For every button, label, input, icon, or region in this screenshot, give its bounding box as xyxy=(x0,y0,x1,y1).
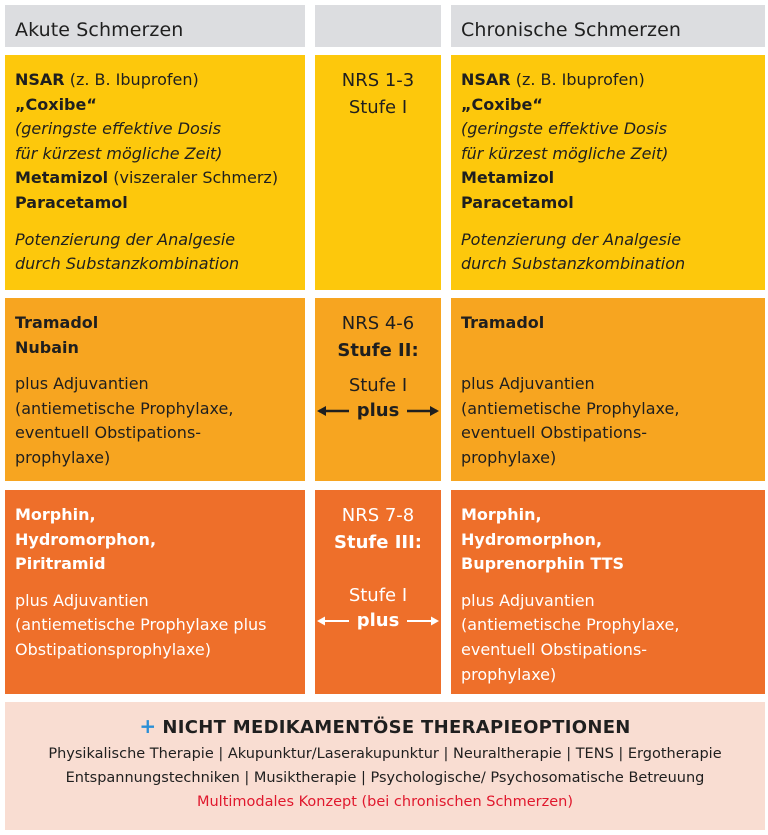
stage2-chronic-adjuvants-note-2: eventuell Obstipations- xyxy=(461,423,648,443)
stage3-acute-morphin: Morphin, xyxy=(15,505,96,524)
stage3-nrs: NRS 7-8 xyxy=(341,505,415,526)
stage1-stufe: Stufe I xyxy=(348,97,408,118)
stage3-acute-cell xyxy=(5,490,305,694)
stage1-acute-coxibe: „Coxibe“ xyxy=(15,94,97,114)
non-drug-therapy-line-1: Physikalische Therapie | Akupunktur/Laserakupunktur | Neuraltherapie | TENS | Ergotherapie xyxy=(48,746,722,762)
stage1-acute-nsar-note: (z. B. Ibuprofen) xyxy=(64,70,199,89)
stage3-stufe-one: Stufe I xyxy=(348,585,408,606)
stage1-acute-nsar: NSAR xyxy=(15,70,65,89)
non-drug-therapy-line-2: Entspannungstechniken | Musiktherapie | Psychologische/ Psychosomatische Betreuung xyxy=(65,770,705,786)
stage1-acute-metamizol-note: (viszeraler Schmerz) xyxy=(108,168,279,188)
stage2-chronic-cell xyxy=(451,298,765,481)
stage1-acute-dose-note-1: (geringste effektive Dosis xyxy=(15,119,221,139)
stage1-chronic-nsar-note: (z. B. Ibuprofen) xyxy=(510,70,645,89)
stage1-chronic-potentiation-2: durch Substanzkombination xyxy=(461,254,686,274)
stage1-acute-dose-note-2: für kürzest mögliche Zeit) xyxy=(15,143,223,163)
stage2-acute-adjuvants: plus Adjuvantien xyxy=(15,374,149,394)
stage3-chronic-morphin: Morphin, xyxy=(461,505,542,524)
stage3-plus: plus xyxy=(356,610,400,631)
stage2-stufe: Stufe II: xyxy=(337,340,419,361)
header-middle xyxy=(315,5,441,47)
stage3-chronic-adjuvants-note-2: eventuell Obstipations- xyxy=(461,639,648,659)
stage3-chronic-adjuvants-note-1: (antiemetische Prophylaxe, xyxy=(461,615,680,635)
stage1-chronic-nsar: NSAR xyxy=(461,70,511,89)
multimodal-concept-note: Multimodales Konzept (bei chronischen Schmerzen) xyxy=(196,794,574,810)
non-drug-therapy-heading: NICHT MEDIKAMENTÖSE THERAPIEOPTIONEN xyxy=(162,717,631,738)
stage3-level-cell xyxy=(315,490,441,694)
stage1-chronic-metamizol: Metamizol xyxy=(461,168,555,188)
stage2-chronic-tramadol: Tramadol xyxy=(461,313,545,332)
stage1-chronic-dose-note-2: für kürzest mögliche Zeit) xyxy=(461,143,669,163)
stage2-chronic-adjuvants: plus Adjuvantien xyxy=(461,374,595,394)
plus-icon: + xyxy=(139,714,157,738)
stage2-chronic-adjuvants-note-3: prophylaxe) xyxy=(461,447,557,467)
stage3-stufe: Stufe III: xyxy=(334,532,422,553)
non-drug-therapy-title xyxy=(5,714,765,740)
stage2-acute-adjuvants-note-1: (antiemetische Prophylaxe, xyxy=(15,398,234,418)
stage1-acute-metamizol: Metamizol xyxy=(15,168,109,188)
non-drug-therapy-panel xyxy=(5,702,765,830)
stage2-acute-cell xyxy=(5,298,305,481)
stage2-acute-nubain: Nubain xyxy=(15,337,79,357)
stage1-chronic-potentiation-1: Potenzierung der Analgesie xyxy=(461,229,682,249)
stage3-right-arrow-icon xyxy=(405,609,441,633)
stage1-acute-paracetamol: Paracetamol xyxy=(15,192,128,212)
stage3-left-arrow-icon xyxy=(315,609,351,633)
stage2-acute-adjuvants-note-3: prophylaxe) xyxy=(15,447,111,467)
stage2-nrs: NRS 4-6 xyxy=(341,313,415,334)
header-acute-label: Akute Schmerzen xyxy=(15,19,184,41)
stage1-acute-cell xyxy=(5,55,305,290)
stage3-chronic-adjuvants: plus Adjuvantien xyxy=(461,590,595,610)
stage1-chronic-dose-note-1: (geringste effektive Dosis xyxy=(461,119,667,139)
stage2-stufe-one: Stufe I xyxy=(348,375,408,396)
header-acute xyxy=(5,5,305,47)
header-chronic xyxy=(451,5,765,47)
stage1-level-cell xyxy=(315,55,441,290)
stage3-acute-piritramid: Piritramid xyxy=(15,554,106,574)
stage3-chronic-adjuvants-note-3: prophylaxe) xyxy=(461,664,557,684)
stage2-level-cell xyxy=(315,298,441,481)
stage2-left-arrow-icon xyxy=(315,399,351,423)
stage1-acute-potentiation-2: durch Substanzkombination xyxy=(15,254,240,274)
stage3-acute-adjuvants: plus Adjuvantien xyxy=(15,590,149,610)
stage3-acute-adjuvants-note-1: (antiemetische Prophylaxe plus xyxy=(15,615,267,635)
stage1-chronic-coxibe: „Coxibe“ xyxy=(461,94,543,114)
stage2-acute-tramadol: Tramadol xyxy=(15,313,99,332)
stage2-chronic-adjuvants-note-1: (antiemetische Prophylaxe, xyxy=(461,398,680,418)
stage3-acute-adjuvants-note-2: Obstipationsprophylaxe) xyxy=(15,639,211,659)
stage3-acute-hydromorphon: Hydromorphon, xyxy=(15,529,157,549)
stage2-right-arrow-icon xyxy=(405,399,441,423)
stage1-nrs: NRS 1-3 xyxy=(341,70,415,91)
header-chronic-label: Chronische Schmerzen xyxy=(461,19,682,41)
stage1-acute-potentiation-1: Potenzierung der Analgesie xyxy=(15,229,236,249)
stage1-chronic-cell xyxy=(451,55,765,290)
stage1-chronic-paracetamol: Paracetamol xyxy=(461,192,574,212)
stage3-chronic-cell xyxy=(451,490,765,694)
stage2-acute-adjuvants-note-2: eventuell Obstipations- xyxy=(15,423,202,443)
stage3-chronic-hydromorphon: Hydromorphon, xyxy=(461,529,603,549)
stage2-plus: plus xyxy=(356,400,400,421)
stage3-chronic-buprenorphin: Buprenorphin TTS xyxy=(461,554,625,574)
